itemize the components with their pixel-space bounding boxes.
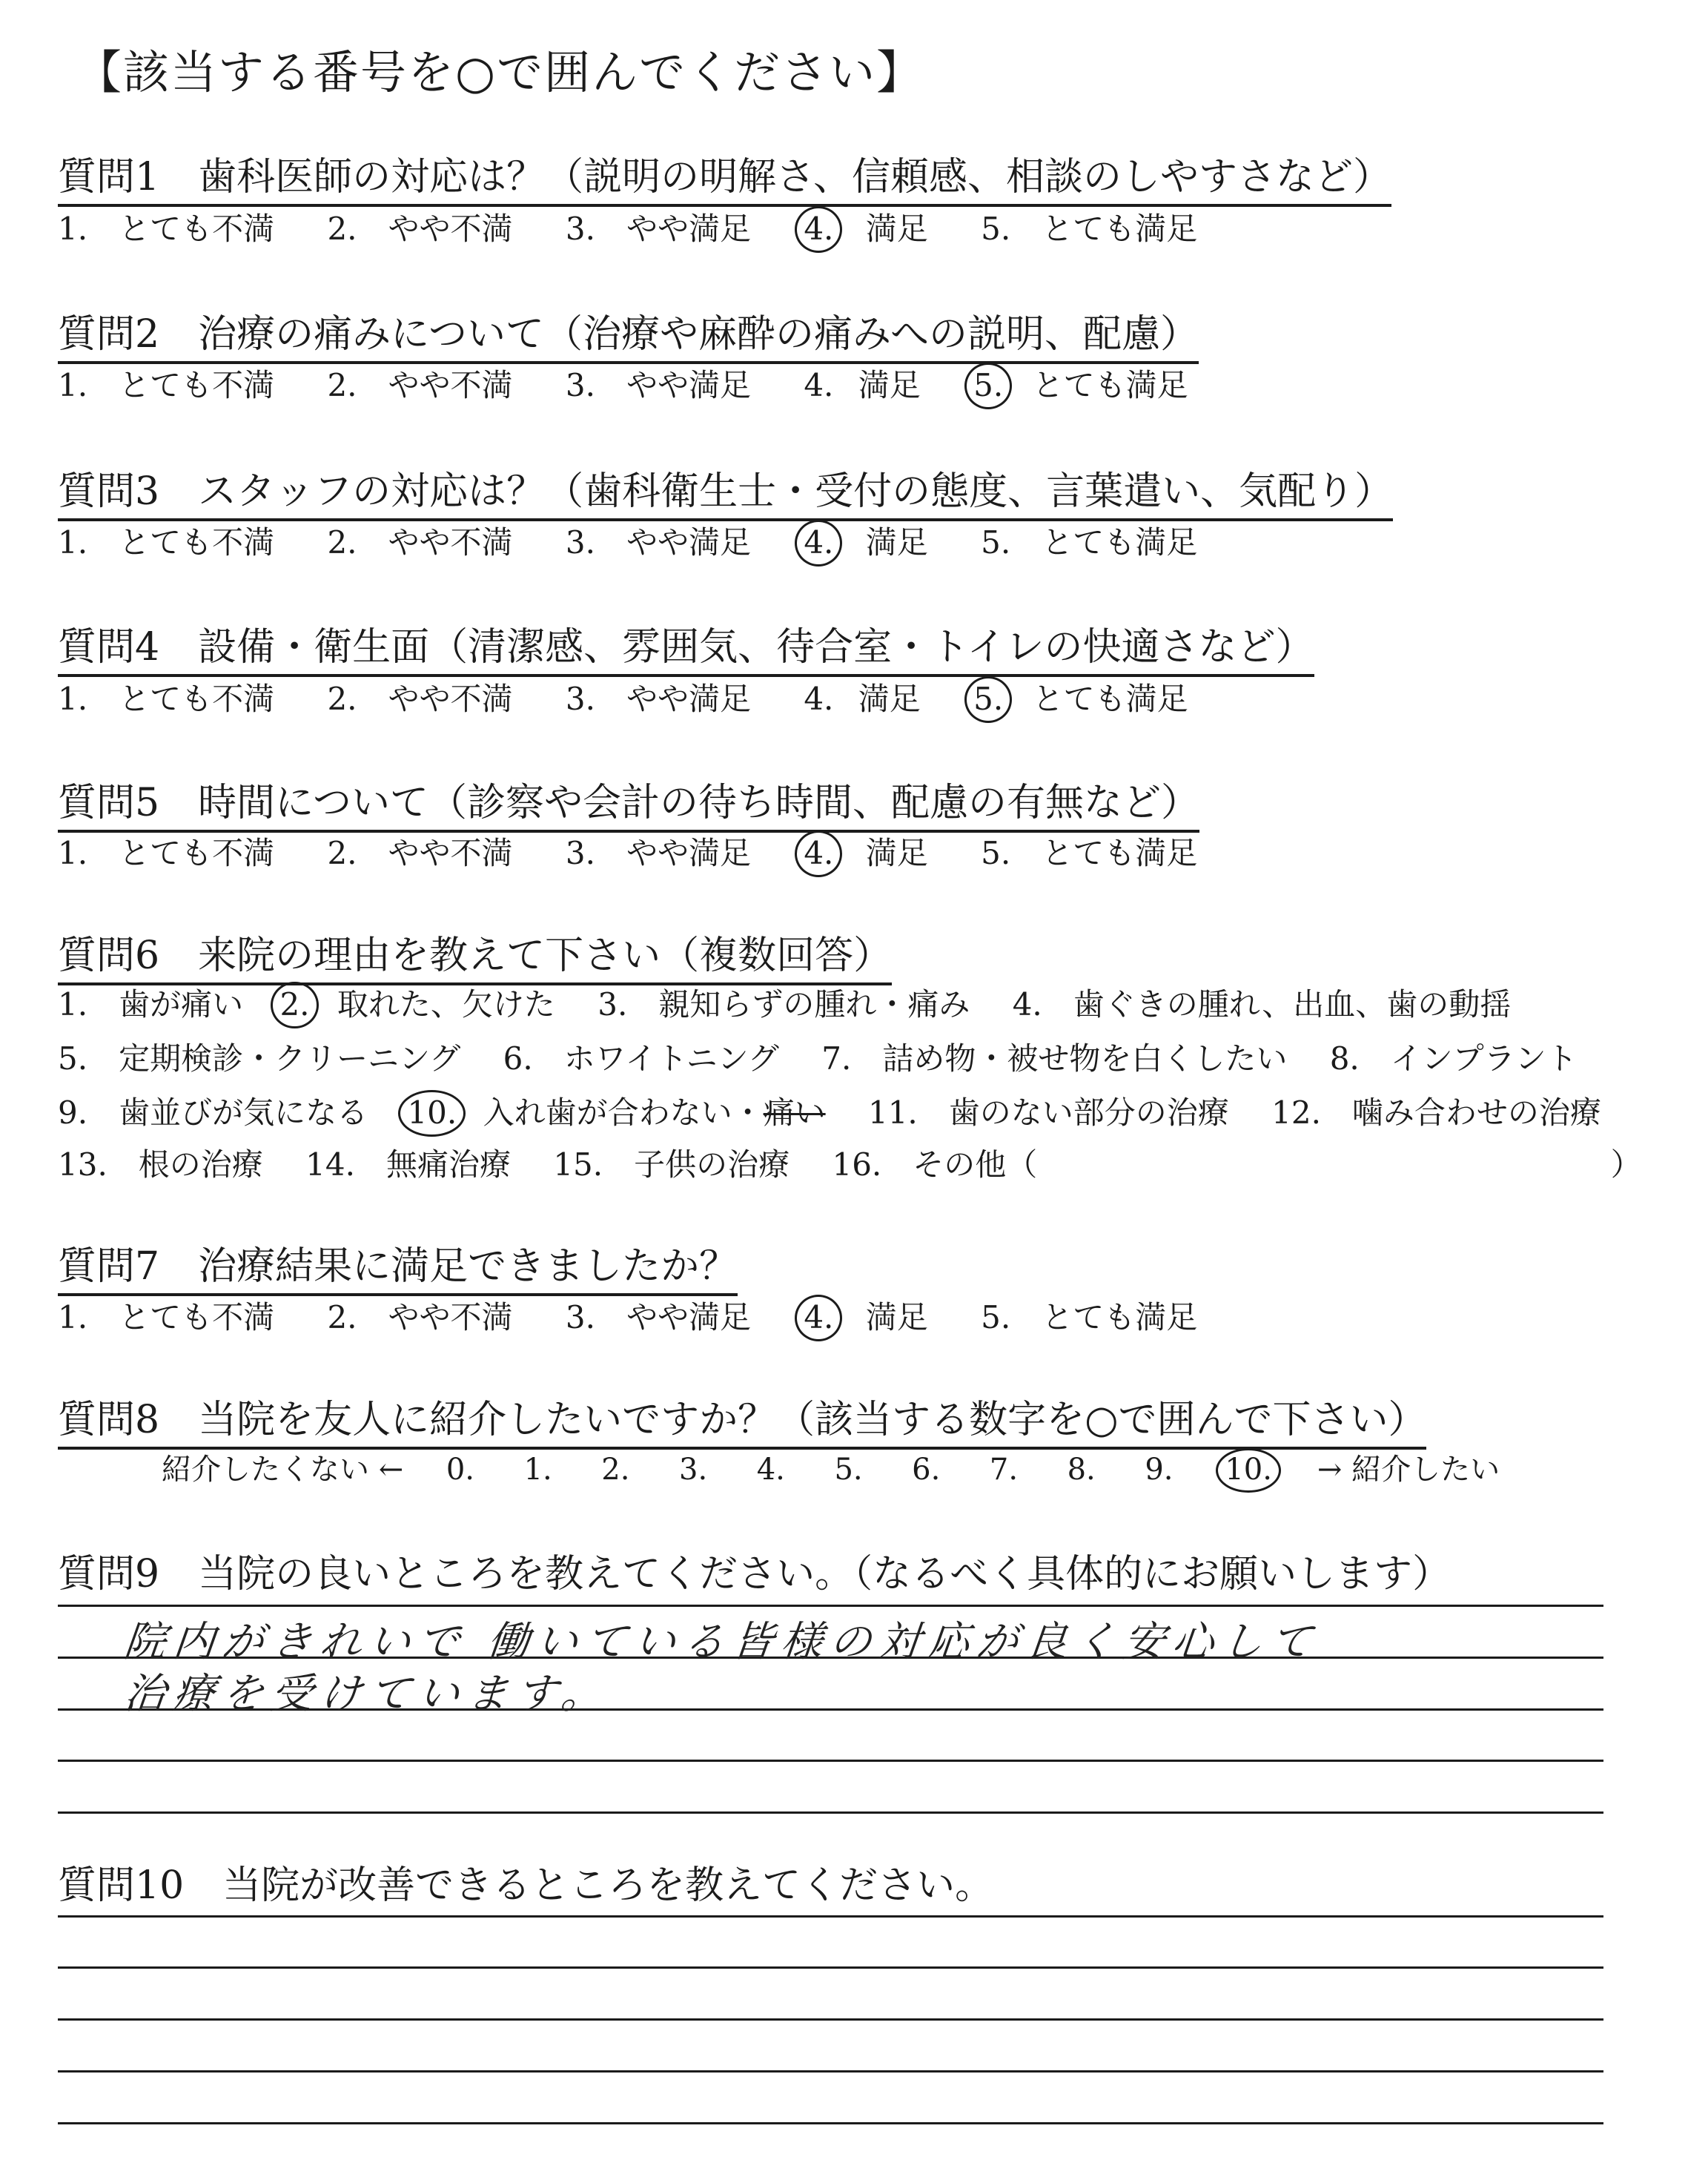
q10-answer-line-4 — [58, 2070, 1603, 2073]
q3-option-4[interactable] — [804, 524, 833, 561]
q6-row-1 — [58, 980, 1543, 1025]
q2-option-2[interactable]: 2. やや不満 — [327, 367, 513, 403]
q1-option-3[interactable]: 3. やや満足 — [565, 211, 751, 247]
q1-option-1[interactable]: 1. とても不満 — [58, 211, 275, 247]
q2-selected-circle: 5. — [973, 367, 1004, 403]
question-8-heading: 質問8 当院を友人に紹介したいですか？（該当する数字を○で囲んで下さい） — [58, 1388, 1426, 1450]
q6-row-4 — [58, 1140, 1675, 1185]
q1-selected-circle: 4. — [804, 211, 834, 247]
question-7-options — [58, 1293, 1240, 1338]
q6-option-10[interactable] — [407, 1094, 457, 1131]
q8-option-7[interactable]: 7. — [989, 1453, 1019, 1487]
question-6-heading: 質問6 来院の理由を教えて下さい（複数回答） — [58, 924, 892, 985]
q1-option-4[interactable] — [804, 211, 833, 247]
q3-option-1[interactable]: 1. とても不満 — [58, 524, 275, 561]
q4-option-3[interactable]: 3. やや満足 — [565, 681, 751, 717]
q8-selected-circle: 10. — [1225, 1453, 1272, 1487]
q6-selected-circle-10: 10. — [407, 1094, 457, 1131]
question-2-heading: 質問2 治療の痛みについて（治療や麻酔の痛みへの説明、配慮） — [58, 303, 1199, 364]
q2-option-4-label: 満足 — [858, 367, 921, 403]
q4-selected-circle: 5. — [973, 681, 1004, 717]
q8-option-6[interactable]: 6. — [912, 1453, 941, 1487]
q8-option-1[interactable]: 1. — [523, 1453, 552, 1487]
q3-option-2[interactable]: 2. やや不満 — [327, 524, 513, 561]
q9-handwritten-answer-line-2[interactable]: 治療を受けています。 — [122, 1670, 613, 1718]
q2-option-4[interactable]: 4. — [804, 367, 834, 403]
q8-option-0[interactable]: 0. — [446, 1453, 475, 1487]
q9-answer-line-5 — [58, 1811, 1603, 1814]
q6-option-9[interactable]: 9. 歯並びが気になる — [58, 1094, 368, 1131]
q6-option-12[interactable]: 12. 噛み合わせの治療 — [1271, 1094, 1601, 1131]
q7-option-5[interactable]: 5. とても満足 — [981, 1299, 1198, 1335]
page-title: 【該当する番号を○で囲んでください】 — [76, 45, 924, 99]
q10-answer-line-3 — [58, 2018, 1603, 2021]
q3-option-3[interactable]: 3. やや満足 — [565, 524, 751, 561]
q6-option-7[interactable]: 7. 詰め物・被せ物を白くしたい — [821, 1040, 1288, 1077]
q4-option-1[interactable]: 1. とても不満 — [58, 681, 275, 717]
q6-option-16[interactable]: 16. その他（ — [832, 1146, 1038, 1183]
question-7-heading: 質問7 治療結果に満足できましたか？ — [58, 1235, 738, 1296]
q4-option-4[interactable]: 4. — [804, 681, 834, 717]
q2-option-5-label: とても満足 — [1032, 367, 1188, 403]
q5-option-2[interactable]: 2. やや不満 — [327, 835, 513, 871]
q8-option-9[interactable]: 9. — [1145, 1453, 1174, 1487]
q5-selected-circle: 4. — [804, 835, 834, 871]
q8-option-2[interactable]: 2. — [601, 1453, 630, 1487]
q7-option-3[interactable]: 3. やや満足 — [565, 1299, 751, 1335]
q8-left-label: 紹介したくない ← — [162, 1453, 404, 1487]
q1-option-5[interactable]: 5. とても満足 — [981, 211, 1198, 247]
q5-option-3[interactable]: 3. やや満足 — [565, 835, 751, 871]
q6-option-4[interactable]: 4. 歯ぐきの腫れ、出血、歯の動揺 — [1012, 986, 1512, 1023]
q6-option-10-label: 入れ歯が合わない・ — [483, 1094, 764, 1131]
q8-option-3[interactable]: 3. — [679, 1453, 708, 1487]
q6-option-13[interactable]: 13. 根の治療 — [58, 1146, 263, 1183]
q3-option-4-label: 満足 — [865, 524, 928, 561]
q2-option-3[interactable]: 3. やや満足 — [565, 367, 751, 403]
q4-option-5[interactable] — [973, 681, 1003, 717]
q7-option-4[interactable] — [804, 1299, 833, 1335]
q8-scale — [162, 1446, 1500, 1488]
question-1-heading: 質問1 歯科医師の対応は？（説明の明解さ、信頼感、相談のしやすさなど） — [58, 145, 1391, 207]
q8-right-label: → 紹介したい — [1317, 1453, 1500, 1487]
q9-handwritten-answer-line-1[interactable]: 院内がきれいで 働いている皆様の対応が良く安心して — [122, 1618, 1322, 1666]
q4-option-2[interactable]: 2. やや不満 — [327, 681, 513, 717]
q8-option-8[interactable]: 8. — [1067, 1453, 1096, 1487]
question-1-options — [58, 205, 1240, 249]
q6-option-10-struck-word: 痛い — [763, 1094, 826, 1131]
q4-option-5-label: とても満足 — [1032, 681, 1188, 717]
q6-option-16-close: ） — [1610, 1146, 1642, 1183]
question-5-options — [58, 829, 1240, 873]
question-5-heading: 質問5 時間について（診察や会計の待ち時間、配慮の有無など） — [58, 771, 1199, 833]
question-4-options — [58, 675, 1231, 719]
q8-option-10[interactable] — [1214, 1453, 1282, 1487]
q6-option-6[interactable]: 6. ホワイトニング — [503, 1040, 779, 1077]
q5-option-1[interactable]: 1. とても不満 — [58, 835, 275, 871]
q5-option-4-label: 満足 — [865, 835, 928, 871]
q1-option-4-label: 満足 — [865, 211, 928, 247]
q2-option-5[interactable] — [973, 367, 1003, 403]
q6-option-2-label: 取れた、欠けた — [337, 986, 555, 1023]
q7-option-4-label: 満足 — [865, 1299, 928, 1335]
q8-option-4[interactable]: 4. — [756, 1453, 785, 1487]
q6-selected-circle-2: 2. — [279, 986, 310, 1023]
question-3-options — [58, 518, 1240, 563]
q9-answer-line-1 — [58, 1605, 1603, 1607]
q10-answer-line-1 — [58, 1915, 1603, 1918]
q10-answer-line-5 — [58, 2122, 1603, 2124]
q10-answer-line-2 — [58, 1966, 1603, 1969]
q7-option-1[interactable]: 1. とても不満 — [58, 1299, 275, 1335]
question-10-heading: 質問10 当院が改善できるところを教えてください。 — [58, 1863, 994, 1908]
q3-selected-circle: 4. — [804, 524, 834, 561]
q4-option-4-label: 満足 — [858, 681, 921, 717]
q6-row-3 — [58, 1089, 1601, 1133]
question-4-heading: 質問4 設備・衛生面（清潔感、雰囲気、待合室・トイレの快適さなど） — [58, 615, 1314, 677]
q6-row-2 — [58, 1034, 1610, 1079]
q8-option-5[interactable]: 5. — [834, 1453, 863, 1487]
q6-option-11[interactable]: 11. 歯のない部分の治療 — [867, 1094, 1229, 1131]
q6-option-3[interactable]: 3. 親知らずの腫れ・痛み — [598, 986, 970, 1023]
q6-option-2[interactable] — [279, 986, 309, 1023]
q6-option-14[interactable]: 14. 無痛治療 — [305, 1146, 511, 1183]
q6-option-8[interactable]: 8. インプラント — [1329, 1040, 1578, 1077]
q5-option-5[interactable]: 5. とても満足 — [981, 835, 1198, 871]
question-2-options — [58, 361, 1231, 406]
q6-option-5[interactable]: 5. 定期検診・クリーニング — [58, 1040, 461, 1077]
question-9-heading: 質問9 当院の良いところを教えてください。（なるべく具体的にお願いします） — [58, 1552, 1452, 1596]
q3-option-5[interactable]: 5. とても満足 — [981, 524, 1198, 561]
q1-option-2[interactable]: 2. やや不満 — [327, 211, 513, 247]
q9-answer-line-4 — [58, 1760, 1603, 1762]
q6-option-15[interactable]: 15. 子供の治療 — [553, 1146, 790, 1183]
question-3-heading: 質問3 スタッフの対応は？（歯科衛生士・受付の態度、言葉遣い、気配り） — [58, 460, 1393, 521]
q5-option-4[interactable] — [804, 835, 833, 871]
q6-option-1[interactable]: 1. 歯が痛い — [58, 986, 244, 1023]
q7-option-2[interactable]: 2. やや不満 — [327, 1299, 513, 1335]
q7-selected-circle: 4. — [804, 1299, 834, 1335]
q2-option-1[interactable]: 1. とても不満 — [58, 367, 275, 403]
